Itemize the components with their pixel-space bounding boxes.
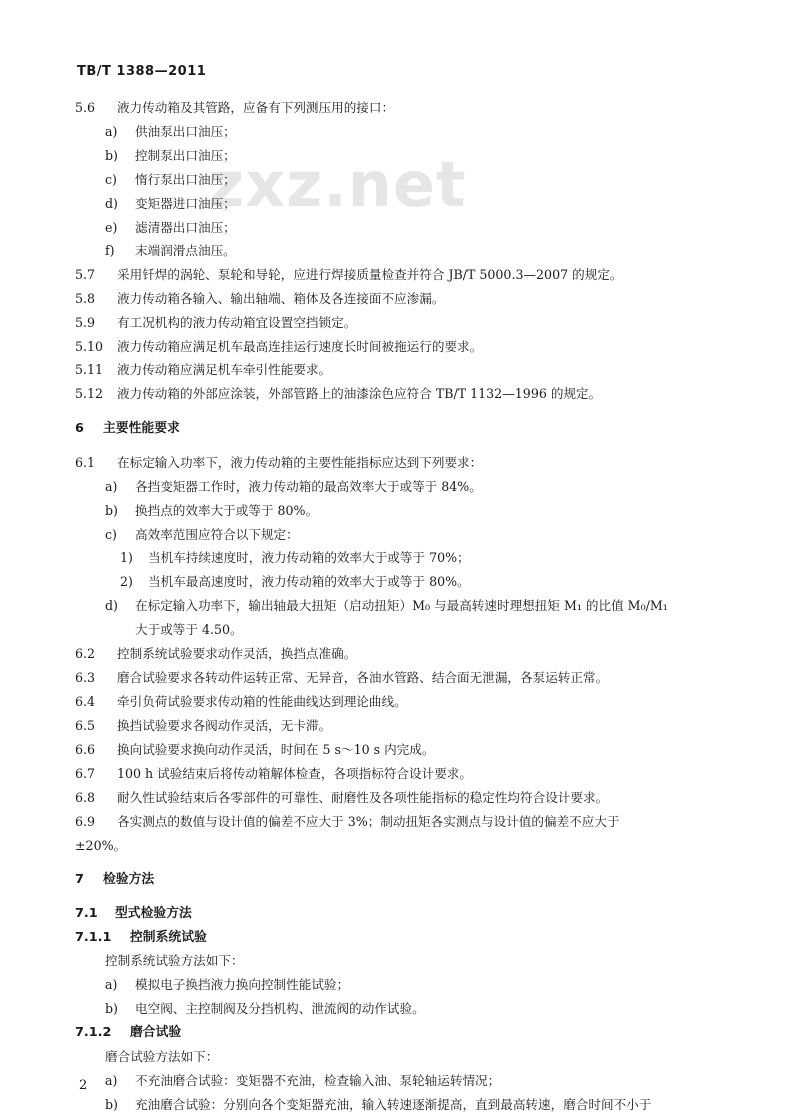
list-item-f: f) 末端润滑点油压。 <box>105 243 236 258</box>
list-item-d-continued: 大于或等于 4.50。 <box>135 622 243 637</box>
clause-6-9-continued: ±20%。 <box>75 838 127 853</box>
list-item-b: b) 充油磨合试验：分别向各个变矩器充油，输入转速逐渐提高，直到最高转速，磨合时间不小于 <box>105 1097 652 1112</box>
list-item-a: a) 各挡变矩器工作时，液力传动箱的最高效率大于或等于 84%。 <box>105 479 482 494</box>
sub-item-1: 1) 当机车持续速度时，液力传动箱的效率大于或等于 70%； <box>120 550 470 565</box>
list-item-b: b) 电空阀、主控制阀及分挡机构、泄流阀的动作试验。 <box>105 1001 425 1016</box>
clause-6-7: 6.7 100 h 试验结束后将传动箱解体检查，各项指标符合设计要求。 <box>75 766 472 781</box>
subsection-heading-7-1: 7.1 型式检验方法 <box>75 906 192 921</box>
sub-item-2: 2) 当机车最高速度时，液力传动箱的效率大于或等于 80%。 <box>120 574 470 589</box>
paragraph-text: 磨合试验方法如下： <box>105 1049 219 1064</box>
clause-5-7: 5.7 采用钎焊的涡轮、泵轮和导轮，应进行焊接质量检查并符合 JB/T 5000.3—2007 的规定。 <box>75 267 623 282</box>
clause-5-8: 5.8 液力传动箱各输入、输出轴端、箱体及各连接面不应渗漏。 <box>75 291 445 306</box>
clause-6-6: 6.6 换向试验要求换向动作灵活，时间在 5 s～10 s 内完成。 <box>75 742 435 757</box>
clause-5-11: 5.11 液力传动箱应满足机车牵引性能要求。 <box>75 362 332 377</box>
paragraph-text: 控制系统试验方法如下： <box>105 953 244 968</box>
clause-5-6: 5.6 液力传动箱及其管路，应备有下列测压用的接口： <box>75 100 395 115</box>
list-item-c: c) 惰行泵出口油压； <box>105 172 236 187</box>
clause-6-9: 6.9 各实测点的数值与设计值的偏差不应大于 3%；制动扭矩各实测点与设计值的偏差不应大于 <box>75 814 620 829</box>
clause-6-3: 6.3 磨合试验要求各转动件运转正常、无异音，各油水管路、结合面无泄漏，各泵运转正常。 <box>75 670 609 685</box>
clause-6-1: 6.1 在标定输入功率下，液力传动箱的主要性能指标应达到下列要求： <box>75 455 483 470</box>
subsection-heading-7-1-1: 7.1.1 控制系统试验 <box>75 930 207 945</box>
list-item-b: b) 控制泵出口油压； <box>105 148 236 163</box>
list-item-e: e) 滤清器出口油压； <box>105 220 236 235</box>
list-item-a: a) 模拟电子换挡液力换向控制性能试验； <box>105 977 350 992</box>
page-number: 2 <box>79 1078 88 1093</box>
clause-6-5: 6.5 换挡试验要求各阀动作灵活，无卡滞。 <box>75 718 332 733</box>
list-item-a: a) 供油泵出口油压； <box>105 124 236 139</box>
list-item-c: c) 高效率范围应符合以下规定： <box>105 527 299 542</box>
subsection-heading-7-1-2: 7.1.2 磨合试验 <box>75 1025 182 1040</box>
clause-5-10: 5.10 液力传动箱应满足机车最高连挂运行速度长时间被拖运行的要求。 <box>75 339 483 354</box>
clause-5-12: 5.12 液力传动箱的外部应涂装，外部管路上的油漆涂色应符合 TB/T 1132—1996 的规定。 <box>75 386 602 401</box>
clause-6-2: 6.2 控制系统试验要求动作灵活，换挡点准确。 <box>75 646 357 661</box>
section-heading-7: 7 检验方法 <box>75 872 155 887</box>
watermark-text: zxz.net <box>208 148 467 221</box>
list-item-b: b) 换挡点的效率大于或等于 80%。 <box>105 503 319 518</box>
standard-number-header: TB/T 1388—2011 <box>77 64 207 79</box>
clause-5-9: 5.9 有工况机构的液力传动箱宜设置空挡锁定。 <box>75 315 357 330</box>
clause-6-4: 6.4 牵引负荷试验要求传动箱的性能曲线达到理论曲线。 <box>75 694 407 709</box>
section-heading-6: 6 主要性能要求 <box>75 421 180 436</box>
clause-6-8: 6.8 耐久性试验结束后各零部件的可靠性、耐磨性及各项性能指标的稳定性均符合设计要求。 <box>75 790 609 805</box>
list-item-d: d) 在标定输入功率下，输出轴最大扭矩（启动扭矩）M₀ 与最高转速时理想扭矩 M₁ 的比值 M₀/M₁ <box>105 598 668 613</box>
list-item-d: d) 变矩器进口油压； <box>105 196 236 211</box>
list-item-a: a) 不充油磨合试验：变矩器不充油，检查输入油、泵轮轴运转情况； <box>105 1073 501 1088</box>
